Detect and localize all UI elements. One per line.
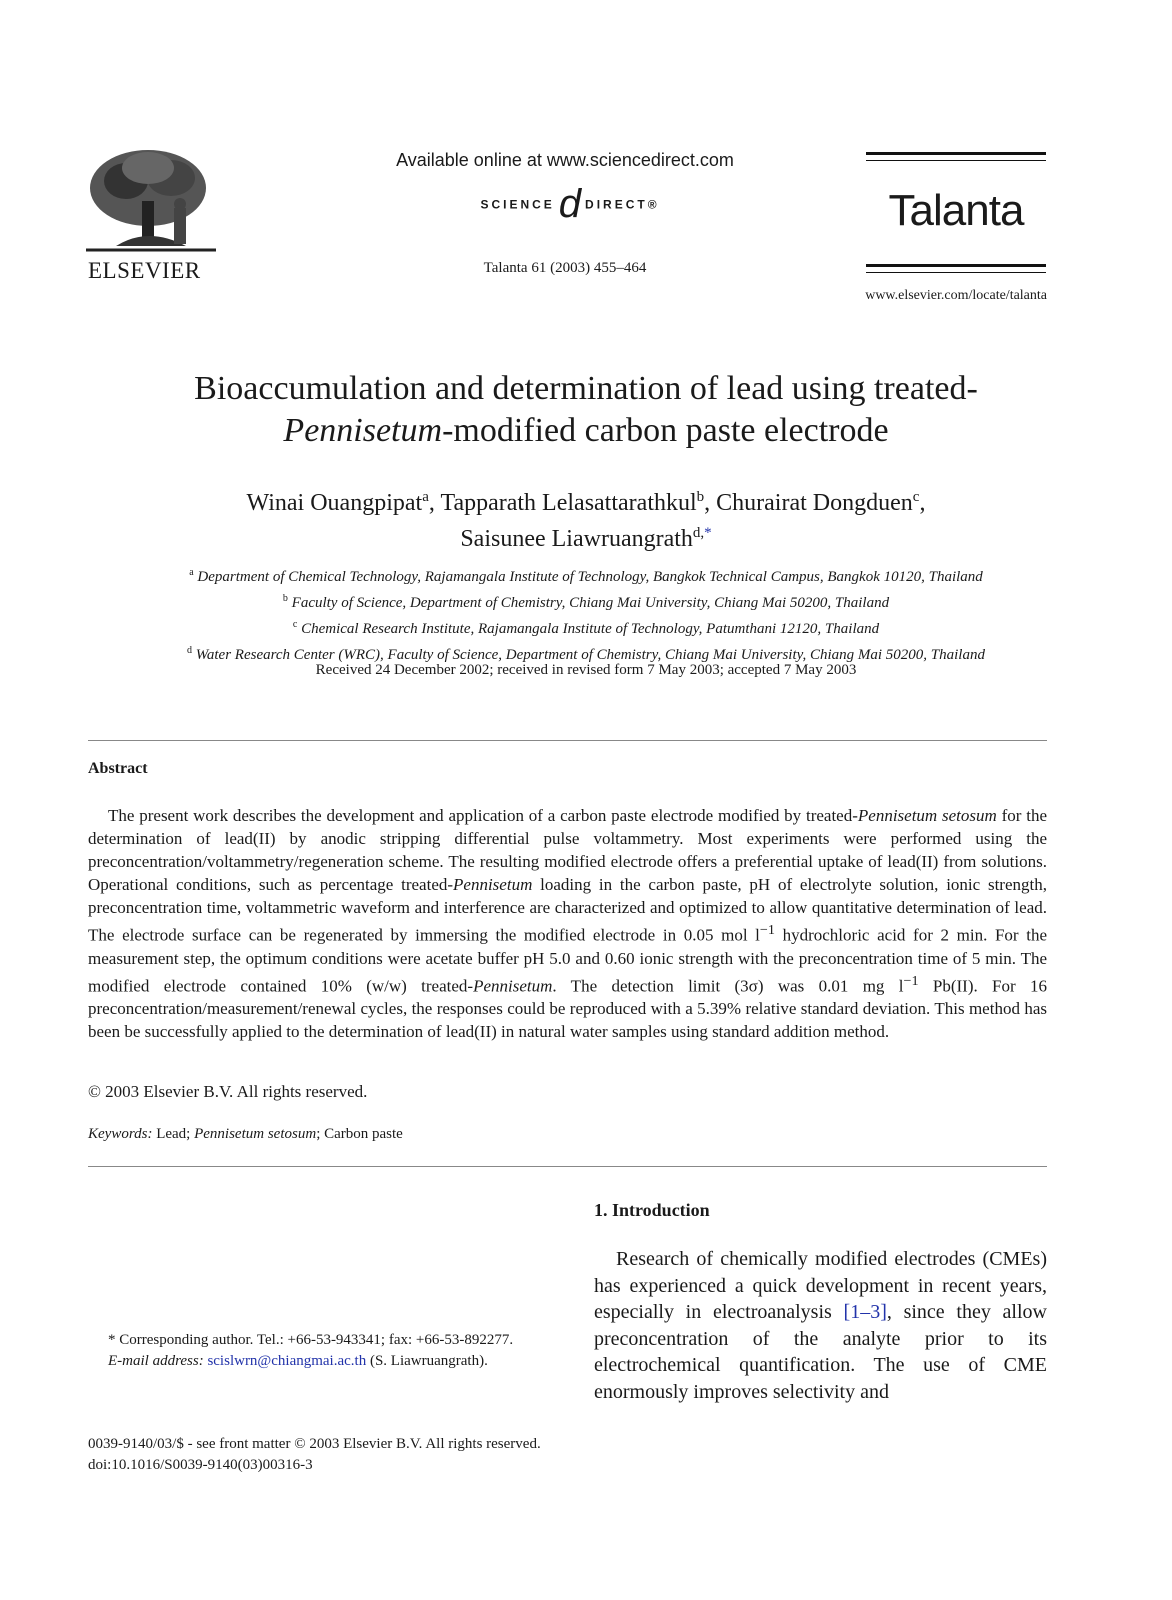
issn-line: 0039-9140/03/$ - see front matter © 2003 Elsevier B.V. All rights reserved. [88, 1436, 541, 1452]
sd-right-word: DIRECT® [585, 197, 660, 212]
affiliation-item: $^c$ Chemical Research Institute, Rajamangala Institute of Technology, Patumthani 12120, Thailand [292, 619, 880, 637]
citation-link[interactable]: [1–3] [843, 1301, 887, 1323]
author-affil-mark: b [696, 489, 705, 505]
corresponding-author-note: * Corresponding author. Tel.: +66-53-943341; fax: +66-53-892277. [108, 1332, 514, 1348]
affiliation-item: $^a$ Department of Chemical Technology, Rajamangala Institute of Technology, Bangkok Technical Campus, Bangkok 10120, Thailand [189, 567, 983, 585]
abstract-paragraph: The present work describes the development and application of a carbon paste electrode modified by treated-Pennisetum setosum for the determination of lead(II) by anodic stripping differential pulse voltammetry. Most experiments were performed using the preconcentration/voltammetry/regeneration scheme. The resulting modified electrode offers a preferential uptake of lead(II) from solutions. Operational conditions, such as percentage treated-Pennisetum loading in the carbon paste, pH of electrolyte solution, ionic strength, preconcentration time, voltammetric waveform and interference are characterized and optimized to allow quantitative determination of lead. The electrode surface can be regenerated by immersing the modified electrode in 0.05 mol $l^{-1}$ hydrochloric acid for 2 min. For the measurement step, the optimum conditions were acetate buffer pH 5.0 and 0.60 ionic strength with the preconcentration time of 5 min. The modified electrode contained 10% (w/w) treated-Pennisetum. The detection limit (3σ) was 0.01 mg $l^{-1}$ Pb(II). For 16 preconcentration/measurement/renewal cycles, the responses could be reproduced with a 5.39% relative standard deviation. This method has been be successfully applied to the determination of lead(II) in natural water samples using standard addition method. [88, 806, 1048, 1042]
abstract-copyright: © 2003 Elsevier B.V. All rights reserved. [88, 1082, 368, 1101]
introduction-paragraph: Research of chemically modified electrodes (CMEs) has experienced a quick development in recent years, especially in electroanalysis [1–3], since they allow preconcentration of the analyte prior to its electrochemical quantification. The use of CME enormously improves selectivity and [594, 1248, 1047, 1403]
abstract-body [88, 804, 1047, 1043]
journal-rule-top [866, 152, 1046, 155]
sd-at-icon: d [558, 182, 582, 226]
journal-rule-bottom [866, 264, 1046, 267]
footnote [88, 1330, 541, 1372]
affiliation-item: $^b$ Faculty of Science, Department of Chemistry, Chiang Mai University, Chiang Mai 50200, Thailand [282, 593, 890, 611]
front-matter-info [88, 1434, 541, 1476]
introduction-body [594, 1246, 1047, 1405]
publisher-name: ELSEVIER [88, 258, 201, 283]
journal-url[interactable]: www.elsevier.com/locate/talanta [865, 288, 1047, 303]
journal-rule-top-thin [866, 160, 1046, 161]
available-online-text: Available online at www.sciencedirect.com [396, 150, 734, 170]
author-list: Winai Ouangpipat$^a$, Tapparath Lelasattarathkul$^b$, Churairat Dongduen$^c$, Saisunee Liawruangrath$^{d,*}$ [246, 489, 926, 552]
email-link[interactable]: scislwrn@chiangmai.ac.th [207, 1353, 367, 1369]
doi-line[interactable]: doi:10.1016/S0039-9140(03)00316-3 [88, 1457, 313, 1473]
email-note: E-mail address: scislwrn@chiangmai.ac.th (S. Liawruangrath). [108, 1353, 488, 1369]
title-line-1: Bioaccumulation and determination of lead using treated- [194, 370, 978, 407]
author-name: Winai Ouangpipat [246, 490, 423, 516]
author-affil-mark: c [912, 489, 920, 505]
journal-rule-bottom-thin [866, 272, 1046, 273]
journal-title: Talanta [888, 186, 1024, 235]
title-genus: Pennisetum [283, 412, 443, 449]
section-heading-introduction: 1. Introduction [594, 1200, 710, 1220]
title-line-2: -modified carbon paste electrode [442, 412, 889, 449]
author-affil-mark: a [422, 489, 429, 505]
journal-citation: Talanta 61 (2003) 455–464 [483, 260, 647, 276]
author-name: Tapparath Lelasattarathkul [440, 490, 697, 516]
tree-icon [86, 146, 216, 256]
abstract-heading: Abstract [88, 760, 148, 777]
received-dates: Received 24 December 2002; received in revised form 7 May 2003; accepted 7 May 2003 [315, 662, 857, 678]
author-name: Churairat Dongduen [716, 490, 913, 516]
author-name: Saisunee Liawruangrath [460, 526, 693, 552]
divider-bottom [88, 1166, 1047, 1167]
keywords-label: Keywords: [88, 1126, 153, 1142]
article-title [60, 368, 1112, 452]
affiliations [60, 562, 1112, 666]
email-label: E-mail address: [108, 1353, 204, 1369]
divider-top [88, 740, 1047, 741]
keywords: Keywords: Lead; Pennisetum setosum; Carbon paste [88, 1126, 403, 1142]
sd-left-word: SCIENCE [480, 197, 555, 212]
sciencedirect-logo [440, 182, 700, 226]
corresponding-star-link[interactable]: * [704, 525, 712, 541]
affiliation-item: $^d$ Water Research Center (WRC), Faculty of Science, Department of Chemistry, Chiang Mai University, Chiang Mai 50200, Thailand [187, 645, 985, 663]
author-affil-mark: d,* [692, 525, 712, 541]
